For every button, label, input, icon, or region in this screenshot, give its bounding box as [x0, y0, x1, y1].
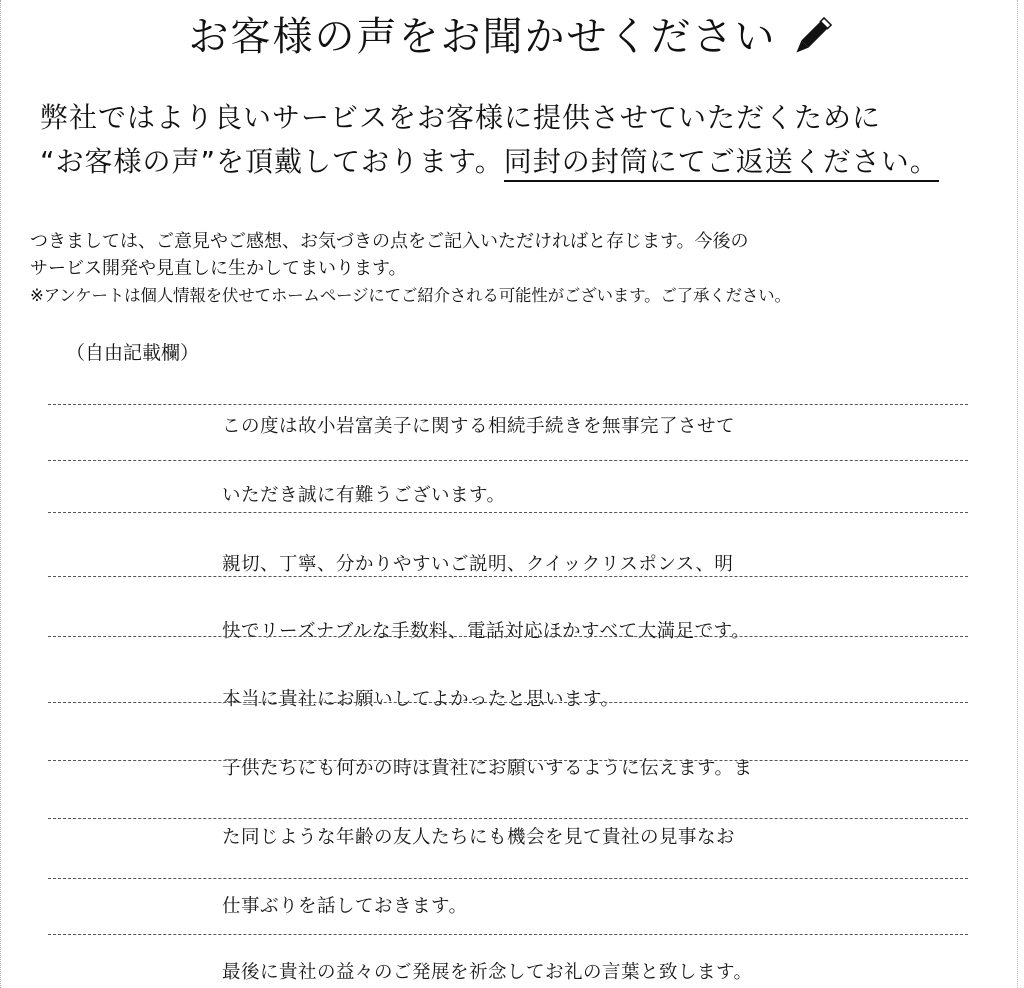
ruled-line	[48, 576, 968, 577]
page-edge-right	[1015, 0, 1018, 988]
handwritten-line: 最後に貴社の益々のご発展を祈念してお礼の言葉と致します。	[222, 962, 753, 983]
handwritten-line: 子供たちにも何かの時は貴社にお願いするように伝えます。ま	[222, 758, 753, 779]
page-edge-left	[0, 0, 3, 988]
privacy-note: ※アンケートは個人情報を伏せてホームページにてご紹介される可能性がございます。ご了承ください。	[30, 286, 791, 305]
body-line-1: つきましては、ご意見やご感想、お気づきの点をご記入いただければと存じます。今後の	[30, 231, 749, 252]
handwritten-line: いただき誠に有難うございます。	[222, 485, 506, 506]
body-line-2: サービス開発や見直しに生かしてまいります。	[30, 258, 407, 279]
handwritten-line: 親切、丁寧、分かりやすいご説明、クイックリスポンス、明	[222, 554, 734, 575]
pencil-icon	[788, 13, 836, 61]
handwritten-line: た同じような年齢の友人たちにも機会を見て貴社の見事なお	[222, 827, 736, 848]
intro-line-2	[40, 140, 1000, 184]
title-row	[0, 4, 1024, 70]
ruled-line	[48, 878, 968, 879]
handwritten-line: 快でリーズナブルな手数料、電話対応ほかすべて大満足です。	[222, 621, 751, 642]
body-text	[30, 228, 1010, 309]
form-title: お客様の声をお聞かせください	[188, 14, 777, 60]
intro-line-1: 弊社ではより良いサービスをお客様に提供させていただくために	[40, 101, 882, 134]
return-instruction: 同封の封筒にてご返送ください。	[504, 145, 939, 182]
handwritten-line: この度は故小岩富美子に関する相続手続きを無事完了させて	[222, 416, 736, 437]
free-entry-area	[40, 380, 970, 988]
ruled-line	[48, 404, 968, 405]
free-entry-label: （自由記載欄）	[66, 342, 200, 364]
intro-line-2-plain: “お客様の声”を頂戴しております。	[40, 145, 504, 178]
intro-text	[40, 96, 1000, 184]
ruled-line	[48, 760, 968, 761]
ruled-line	[48, 818, 968, 819]
ruled-line	[48, 702, 968, 703]
ruled-line	[48, 934, 968, 935]
ruled-line	[48, 512, 968, 513]
ruled-line	[48, 636, 968, 637]
handwritten-line: 仕事ぶりを話しておきます。	[222, 896, 468, 917]
handwritten-line: 本当に貴社にお願いしてよかったと思います。	[222, 689, 620, 710]
ruled-line	[48, 460, 968, 461]
